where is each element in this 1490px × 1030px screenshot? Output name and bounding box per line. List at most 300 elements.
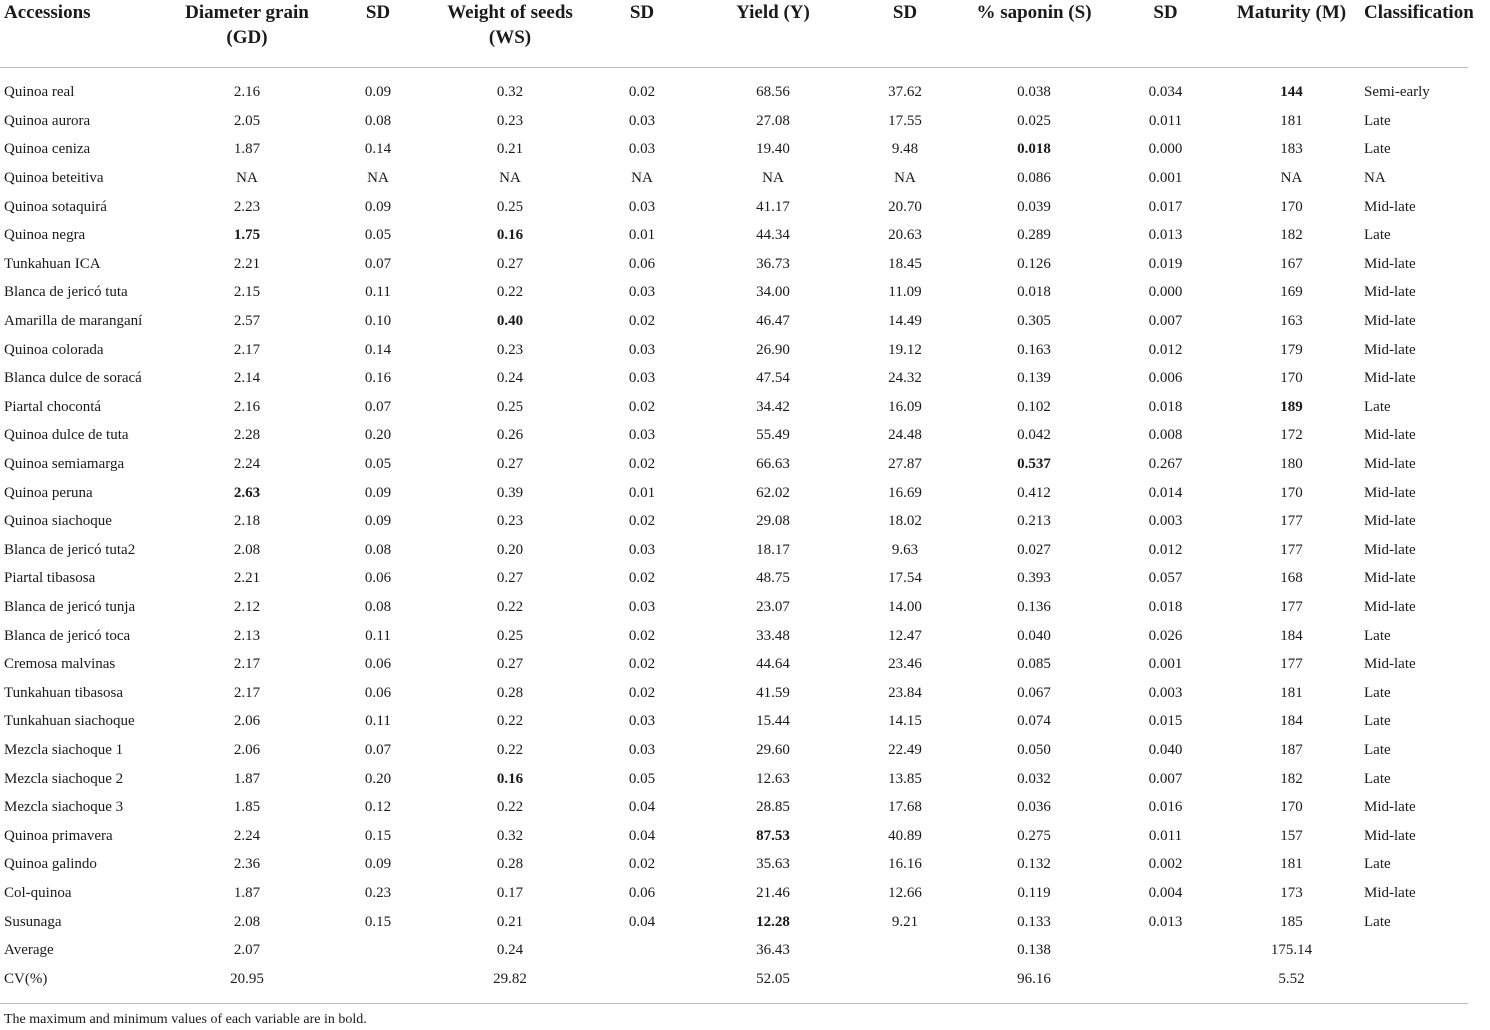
table-cell: 0.06 [364, 684, 392, 701]
table-cell: 14.00 [888, 598, 922, 615]
table-cell: 0.03 [628, 427, 656, 444]
table-cell: 0.032 [1017, 770, 1051, 787]
table-cell: 0.01 [628, 227, 656, 244]
table-cell: Late [1364, 112, 1391, 129]
table-cell: 0.119 [1017, 884, 1051, 901]
table-row [0, 536, 1468, 565]
table-cell: 0.08 [364, 112, 392, 129]
table-row [0, 678, 1468, 707]
table-cell: 2.15 [233, 284, 261, 301]
table-cell: 29.60 [756, 741, 790, 758]
table-cell [1108, 936, 1223, 965]
table-cell: Mid-late [1364, 827, 1416, 844]
table-cell: Late [1364, 741, 1391, 758]
table-cell: 170 [1280, 799, 1303, 816]
table-cell: 0.25 [496, 398, 524, 415]
row-label-cell: Piartal chocontá [4, 398, 102, 415]
table-cell: Mid-late [1364, 255, 1416, 272]
table-cell: 12.47 [888, 627, 922, 644]
table-row [0, 621, 1468, 650]
table-cell: 2.17 [233, 656, 261, 673]
table-cell: 12.66 [888, 884, 922, 901]
table-cell: Late [1364, 627, 1391, 644]
row-label-cell: Quinoa siachoque [4, 513, 112, 530]
column-header: Maturity (M) [1223, 0, 1360, 68]
table-cell: 0.12 [364, 799, 392, 816]
table-cell: 170 [1280, 484, 1303, 501]
table-cell: Late [1364, 141, 1391, 158]
table-cell: 0.22 [496, 598, 524, 615]
table-cell: 12.28 [756, 913, 790, 930]
table-cell: Mid-late [1364, 427, 1416, 444]
table-bottom-rule [0, 1003, 1468, 1004]
table-cell: 0.011 [1148, 827, 1183, 844]
column-header: % saponin (S) [960, 0, 1108, 68]
table-row [0, 421, 1468, 450]
column-header: Weight of seeds (WS) [432, 0, 588, 68]
table-cell: 1.87 [233, 141, 261, 158]
table-cell: NA [1364, 170, 1386, 187]
table-cell: 0.25 [496, 198, 524, 215]
table-cell: Mid-late [1364, 456, 1416, 473]
table-cell: 2.08 [233, 913, 261, 930]
table-cell: 175.14 [1270, 942, 1313, 959]
row-label-cell: Quinoa sotaquirá [4, 198, 107, 215]
table-cell: 0.17 [496, 884, 524, 901]
table-cell: 19.12 [888, 341, 922, 358]
row-label-cell: Quinoa beteitiva [4, 170, 104, 187]
table-cell: 2.63 [233, 484, 261, 501]
table-cell: 0.22 [496, 799, 524, 816]
table-cell: Mid-late [1364, 541, 1416, 558]
table-cell: 0.03 [628, 198, 656, 215]
column-header: SD [588, 0, 696, 68]
table-cell [324, 964, 432, 993]
table-cell: 0.026 [1148, 627, 1183, 644]
table-row [0, 335, 1468, 364]
table-cell: Mid-late [1364, 598, 1416, 615]
table-row [0, 307, 1468, 336]
table-cell: 0.07 [364, 741, 392, 758]
table-cell: 0.40 [496, 313, 524, 330]
row-label-cell: Quinoa galindo [4, 856, 97, 873]
table-cell: 2.24 [233, 456, 261, 473]
row-label-cell: Piartal tibasosa [4, 570, 96, 587]
table-row [0, 250, 1468, 279]
table-cell: 36.43 [756, 942, 790, 959]
table-cell: 170 [1280, 370, 1303, 387]
table-cell: 0.04 [628, 799, 656, 816]
table-cell [850, 936, 960, 965]
table-cell: 0.28 [496, 856, 524, 873]
table-cell: 177 [1280, 656, 1303, 673]
row-label-cell: Col-quinoa [4, 884, 72, 901]
table-cell: 0.412 [1017, 484, 1051, 501]
row-label-cell: Quinoa colorada [4, 341, 104, 358]
table-cell: 0.02 [628, 456, 656, 473]
table-cell: 34.00 [756, 284, 790, 301]
row-label-cell: Quinoa real [4, 84, 75, 101]
row-label-cell: Tunkahuan tibasosa [4, 684, 124, 701]
table-cell: Mid-late [1364, 656, 1416, 673]
table-cell: 44.34 [756, 227, 790, 244]
table-cell: 177 [1280, 513, 1303, 530]
table-cell: 0.08 [364, 598, 392, 615]
column-header: Diameter grain (GD) [170, 0, 324, 68]
table-cell: Late [1364, 684, 1391, 701]
table-cell: 24.32 [888, 370, 922, 387]
table-cell: 0.20 [496, 541, 524, 558]
table-cell: 0.003 [1148, 684, 1183, 701]
table-cell: 37.62 [888, 84, 922, 101]
table-cell: 0.27 [496, 255, 524, 272]
table-cell: 183 [1280, 141, 1303, 158]
table-cell: 0.25 [496, 627, 524, 644]
table-cell: Late [1364, 713, 1391, 730]
table-cell: 0.018 [1017, 284, 1051, 301]
table-row [0, 593, 1468, 622]
table-row [0, 135, 1468, 164]
table-cell: 23.46 [888, 656, 922, 673]
table-row [0, 736, 1468, 765]
table-header [0, 0, 1474, 68]
table-cell: 172 [1280, 427, 1303, 444]
table-row [0, 850, 1468, 879]
table-cell: 181 [1280, 112, 1303, 129]
table-cell: 0.27 [496, 570, 524, 587]
table-cell: 0.03 [628, 741, 656, 758]
table-cell: 11.09 [888, 284, 922, 301]
table-cell: 0.20 [364, 770, 392, 787]
table-cell: 0.14 [364, 341, 392, 358]
table-cell: 169 [1280, 284, 1303, 301]
table-row [0, 192, 1468, 221]
table-cell: 0.24 [496, 370, 524, 387]
row-label-cell: Mezcla siachoque 1 [4, 741, 124, 758]
table-cell: 0.040 [1017, 627, 1051, 644]
table-cell: 0.15 [364, 913, 392, 930]
table-cell: Mid-late [1364, 799, 1416, 816]
table-cell: 0.000 [1148, 141, 1183, 158]
row-label-cell: Quinoa negra [4, 227, 86, 244]
table-row [0, 907, 1468, 936]
table-cell: 0.163 [1017, 341, 1051, 358]
table-cell: 0.042 [1017, 427, 1051, 444]
table-cell: 0.09 [364, 84, 392, 101]
table-cell: 182 [1280, 227, 1303, 244]
table-cell: 2.23 [233, 198, 261, 215]
table-cell: NA [236, 170, 258, 187]
row-label-cell: Quinoa ceniza [4, 141, 91, 158]
table-cell: 180 [1280, 456, 1303, 473]
table-cell: 177 [1280, 598, 1303, 615]
table-cell: 48.75 [756, 570, 790, 587]
table-cell: 29.82 [493, 970, 527, 987]
table-cell: NA [499, 170, 521, 187]
table-cell: 0.03 [628, 284, 656, 301]
table-cell: 5.52 [1278, 970, 1305, 987]
table-cell: 2.24 [233, 827, 261, 844]
row-label-cell: Quinoa peruna [4, 484, 93, 501]
table-cell: 0.014 [1148, 484, 1183, 501]
table-cell: 12.63 [756, 770, 790, 787]
table-cell: 29.08 [756, 513, 790, 530]
table-cell: 0.32 [496, 827, 524, 844]
table-cell: 0.018 [1148, 598, 1183, 615]
table-cell: 0.139 [1017, 370, 1051, 387]
table-cell: 0.001 [1148, 656, 1183, 673]
table-cell: Mid-late [1364, 884, 1416, 901]
table-cell: 0.019 [1148, 255, 1183, 272]
table-cell: 40.89 [888, 827, 922, 844]
table-cell: 46.47 [756, 313, 790, 330]
table-cell: Late [1364, 770, 1391, 787]
table-cell: 0.14 [364, 141, 392, 158]
table-cell: Mid-late [1364, 513, 1416, 530]
table-cell: 14.49 [888, 313, 922, 330]
table-cell: 2.21 [233, 570, 261, 587]
table-cell: 47.54 [756, 370, 790, 387]
table-cell: 35.63 [756, 856, 790, 873]
table-cell: 0.002 [1148, 856, 1183, 873]
table-cell: Late [1364, 913, 1391, 930]
table-cell: Mid-late [1364, 198, 1416, 215]
table-cell: 0.038 [1017, 84, 1051, 101]
table-cell: 0.012 [1148, 341, 1183, 358]
table-cell: 52.05 [756, 970, 790, 987]
table-row [0, 507, 1468, 536]
table-cell: 144 [1280, 84, 1303, 101]
table-cell: Late [1364, 856, 1391, 873]
table-row [0, 364, 1468, 393]
row-label-cell: Cremosa malvinas [4, 656, 116, 673]
table-cell: 2.18 [233, 513, 261, 530]
table-cell [324, 936, 432, 965]
table-cell: 0.05 [364, 227, 392, 244]
table-cell: 2.17 [233, 341, 261, 358]
table-cell: 179 [1280, 341, 1303, 358]
row-label-cell: Tunkahuan ICA [4, 255, 101, 272]
table-cell: 0.02 [628, 684, 656, 701]
table-cell: 189 [1280, 398, 1303, 415]
table-cell: 26.90 [756, 341, 790, 358]
table-cell: 1.75 [233, 227, 261, 244]
table-cell: 0.027 [1017, 541, 1051, 558]
table-cell: 0.02 [628, 856, 656, 873]
table-cell: 13.85 [888, 770, 922, 787]
table-cell: 163 [1280, 313, 1303, 330]
table-cell: 20.70 [888, 198, 922, 215]
table-cell: 18.02 [888, 513, 922, 530]
table-cell: 28.85 [756, 799, 790, 816]
table-cell: NA [762, 170, 784, 187]
table-cell: 0.16 [496, 770, 524, 787]
table-cell: 0.02 [628, 398, 656, 415]
column-header: SD [1108, 0, 1223, 68]
table-cell: 62.02 [756, 484, 790, 501]
column-header: SD [324, 0, 432, 68]
table-cell: 34.42 [756, 398, 790, 415]
table-cell: 0.24 [496, 942, 524, 959]
row-label-cell: CV(%) [4, 970, 48, 987]
table-cell: 0.39 [496, 484, 524, 501]
column-header: SD [850, 0, 960, 68]
table-row [0, 564, 1468, 593]
table-cell: 0.23 [364, 884, 392, 901]
table-cell: 2.13 [233, 627, 261, 644]
table-cell: Late [1364, 227, 1391, 244]
table-cell: 0.08 [364, 541, 392, 558]
table-cell: 0.034 [1148, 84, 1183, 101]
table-cell: 0.136 [1017, 598, 1051, 615]
table-cell: 0.11 [365, 627, 391, 644]
table-cell: 27.08 [756, 112, 790, 129]
row-label-cell: Tunkahuan siachoque [4, 713, 135, 730]
table-cell: 2.28 [233, 427, 261, 444]
table-cell: 0.03 [628, 341, 656, 358]
table-cell: 0.11 [365, 713, 391, 730]
table-cell [588, 936, 696, 965]
table-cell: 0.27 [496, 656, 524, 673]
table-cell: 0.06 [628, 255, 656, 272]
table-cell [850, 964, 960, 993]
table-cell: 0.23 [496, 513, 524, 530]
table-cell: 0.07 [364, 255, 392, 272]
table-cell: 181 [1280, 684, 1303, 701]
table-cell: 168 [1280, 570, 1303, 587]
table-cell: NA [367, 170, 389, 187]
row-label-cell: Quinoa aurora [4, 112, 91, 129]
table-cell: 177 [1280, 541, 1303, 558]
table-cell [588, 964, 696, 993]
column-header: Yield (Y) [696, 0, 850, 68]
table-cell: 0.267 [1148, 456, 1183, 473]
table-cell: 187 [1280, 741, 1303, 758]
table-cell: 0.11 [365, 284, 391, 301]
table-cell: 2.07 [233, 942, 261, 959]
table-cell: 0.133 [1017, 913, 1051, 930]
table-cell: 0.017 [1148, 198, 1183, 215]
row-label-cell: Quinoa primavera [4, 827, 113, 844]
row-label-cell: Blanca dulce de soracá [4, 370, 142, 387]
table-row [0, 68, 1468, 107]
table-row [0, 478, 1468, 507]
table-cell: 36.73 [756, 255, 790, 272]
table-cell: NA [894, 170, 916, 187]
table-cell: 0.07 [364, 398, 392, 415]
table-cell: 23.07 [756, 598, 790, 615]
table-cell: 1.87 [233, 884, 261, 901]
table-cell: 0.057 [1148, 570, 1183, 587]
table-cell: 0.039 [1017, 198, 1051, 215]
table-cell: 22.49 [888, 741, 922, 758]
table-cell: 0.025 [1017, 112, 1051, 129]
row-label-cell: Average [4, 942, 54, 959]
table-body [0, 68, 1468, 994]
table-cell: 0.02 [628, 84, 656, 101]
table-cell: 0.018 [1148, 398, 1183, 415]
table-cell: 15.44 [756, 713, 790, 730]
table-cell: 0.02 [628, 513, 656, 530]
table-cell: 2.08 [233, 541, 261, 558]
table-cell: 0.004 [1148, 884, 1183, 901]
table-cell: 0.126 [1017, 255, 1051, 272]
table-cell: Mid-late [1364, 284, 1416, 301]
table-row [0, 450, 1468, 479]
table-cell: 0.06 [628, 884, 656, 901]
column-header: Accessions [0, 0, 170, 68]
table-cell: 0.050 [1017, 741, 1051, 758]
table-cell: Late [1364, 398, 1391, 415]
table-row [0, 107, 1468, 136]
table-row [0, 793, 1468, 822]
table-cell: 9.63 [891, 541, 919, 558]
table-cell: 9.48 [891, 141, 919, 158]
table-cell: 66.63 [756, 456, 790, 473]
table-cell: 18.17 [756, 541, 790, 558]
table-cell: 9.21 [891, 913, 919, 930]
row-label-cell: Blanca de jericó tuta [4, 284, 128, 301]
table-cell: 0.007 [1148, 770, 1183, 787]
table-cell: 19.40 [756, 141, 790, 158]
table-row [0, 964, 1468, 993]
table-cell: Mid-late [1364, 370, 1416, 387]
table-cell: Semi-early [1364, 84, 1430, 101]
table-cell: Mid-late [1364, 570, 1416, 587]
table-row [0, 707, 1468, 736]
table-cell: 0.21 [496, 141, 524, 158]
table-cell: 0.02 [628, 627, 656, 644]
table-cell: 0.03 [628, 370, 656, 387]
table-cell: 2.06 [233, 741, 261, 758]
table-cell [1108, 964, 1223, 993]
table-cell: 0.036 [1017, 799, 1051, 816]
table-cell: 0.02 [628, 313, 656, 330]
table-cell: 0.22 [496, 284, 524, 301]
table-cell: 44.64 [756, 656, 790, 673]
table-cell: 0.275 [1017, 827, 1051, 844]
table-cell: 167 [1280, 255, 1303, 272]
table-cell: 0.006 [1148, 370, 1183, 387]
table-cell: 0.012 [1148, 541, 1183, 558]
row-label-cell: Quinoa dulce de tuta [4, 427, 129, 444]
table-cell: 0.138 [1017, 942, 1051, 959]
table-cell: 0.06 [364, 570, 392, 587]
table-cell: Mid-late [1364, 341, 1416, 358]
table-cell: 20.95 [230, 970, 264, 987]
row-label-cell: Amarilla de maranganí [4, 313, 143, 330]
table-cell: 0.16 [364, 370, 392, 387]
table-cell: 170 [1280, 198, 1303, 215]
table-cell: 41.59 [756, 684, 790, 701]
table-cell: 0.305 [1017, 313, 1051, 330]
table-cell: 0.05 [364, 456, 392, 473]
table-cell: 2.21 [233, 255, 261, 272]
row-label-cell: Quinoa semiamarga [4, 456, 125, 473]
table-cell: 0.09 [364, 484, 392, 501]
table-cell: 0.086 [1017, 170, 1051, 187]
table-cell: 2.06 [233, 713, 261, 730]
table-cell: 0.27 [496, 456, 524, 473]
column-header: Classification [1360, 0, 1468, 68]
table-cell: 96.16 [1017, 970, 1051, 987]
table-cell: 2.17 [233, 684, 261, 701]
table-cell: 0.213 [1017, 513, 1051, 530]
table-row [0, 821, 1468, 850]
table-cell: 0.085 [1017, 656, 1051, 673]
table-cell: 16.16 [888, 856, 922, 873]
table-row [0, 764, 1468, 793]
